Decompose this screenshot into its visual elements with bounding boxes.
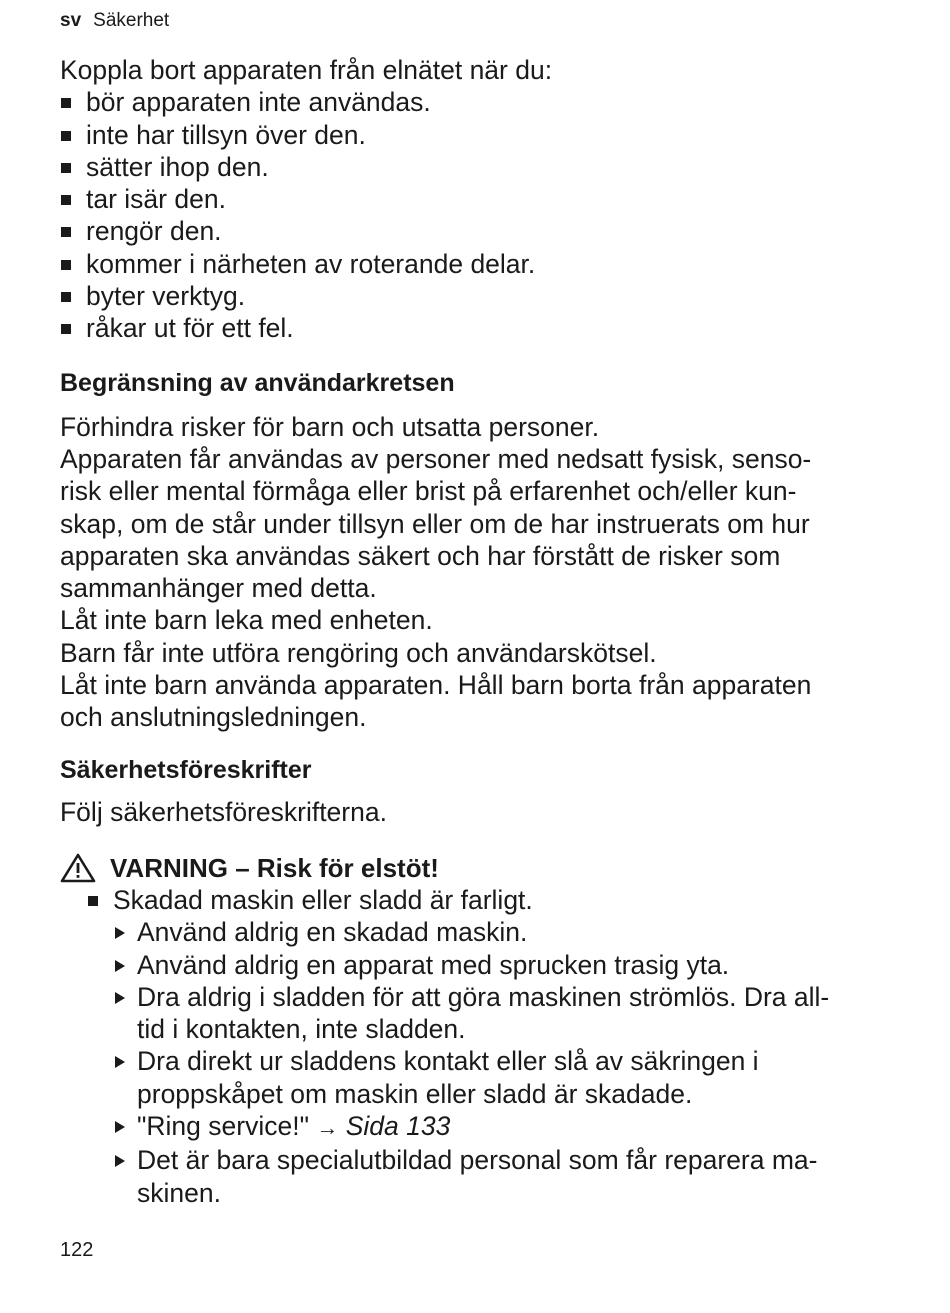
triangle-bullet-icon — [115, 1056, 125, 1068]
service-text: "Ring service!" — [137, 1111, 309, 1142]
action-list — [87, 916, 880, 1209]
hazard-list — [87, 884, 880, 916]
text-line: Låt inte barn använda apparaten. Håll barn borta från apparaten — [60, 670, 812, 701]
triangle-bullet-icon — [115, 927, 125, 939]
warning-title-text: VARNING – Risk för elstöt! — [110, 852, 439, 883]
text-line: skap, om de står under tillsyn eller om de har instruerats om hur — [60, 508, 810, 539]
square-bullet-icon — [61, 292, 71, 302]
language-code: sv — [60, 10, 82, 31]
action-item: Dra direkt ur sladdens kontakt eller slå av säkringen i proppskåpet om maskin eller sladd är skadade. — [113, 1045, 880, 1110]
square-bullet-icon — [61, 195, 71, 205]
square-bullet-icon — [61, 131, 71, 141]
page-content — [60, 54, 880, 1209]
text-line: Låt inte barn leka med enheten. — [60, 605, 433, 636]
square-bullet-icon — [61, 163, 71, 173]
list-item: inte har tillsyn över den. — [60, 119, 880, 151]
safety-heading: Säkerhetsföreskrifter — [60, 755, 312, 784]
action-item: Det är bara specialutbildad personal som får reparera ma- skinen. — [113, 1144, 880, 1209]
disconnect-intro: Koppla bort apparaten från elnätet när du: — [60, 55, 553, 85]
triangle-bullet-icon — [115, 1155, 125, 1167]
hazard-item: Skadad maskin eller sladd är farligt. — [87, 884, 880, 916]
square-bullet-icon — [61, 227, 71, 237]
warning-block — [60, 884, 880, 1209]
square-bullet-icon — [61, 98, 71, 108]
text-line: Apparaten får användas av personer med nedsatt fysisk, senso- — [60, 443, 812, 474]
warning-triangle-icon — [60, 853, 96, 883]
running-header — [60, 9, 169, 33]
page-reference-link[interactable]: Sida 133 — [345, 1111, 451, 1142]
action-item: Använd aldrig en apparat med sprucken trasig yta. — [113, 949, 880, 981]
users-paragraph — [60, 411, 880, 734]
action-item — [113, 1110, 880, 1144]
text-line: och anslutningsledningen. — [60, 702, 367, 733]
list-item: byter verktyg. — [60, 280, 880, 312]
disconnect-list — [60, 86, 880, 344]
list-item: bör apparaten inte användas. — [60, 86, 880, 118]
action-item: Dra aldrig i sladden för att göra maskinen strömlös. Dra all- tid i kontakten, inte sladden. — [113, 981, 880, 1046]
safety-text: Följ säkerhetsföreskrifterna. — [60, 796, 387, 827]
list-item: råkar ut för ett fel. — [60, 312, 880, 344]
warning-title — [60, 852, 880, 884]
text-line: Barn får inte utföra rengöring och användarskötsel. — [60, 637, 657, 668]
reference-arrow-icon: → — [316, 1115, 339, 1141]
list-item: rengör den. — [60, 215, 880, 247]
triangle-bullet-icon — [115, 992, 125, 1004]
list-item: kommer i närheten av roterande delar. — [60, 248, 880, 280]
square-bullet-icon — [61, 324, 71, 334]
text-line: apparaten ska användas säkert och har förstått de risker som — [60, 540, 781, 571]
page-number: 122 — [60, 1239, 94, 1261]
text-line: sammanhänger med detta. — [60, 573, 377, 604]
triangle-bullet-icon — [115, 1121, 125, 1133]
square-bullet-icon — [88, 896, 98, 906]
list-item: tar isär den. — [60, 183, 880, 215]
square-bullet-icon — [61, 260, 71, 270]
list-item: sätter ihop den. — [60, 151, 880, 183]
action-item: Använd aldrig en skadad maskin. — [113, 916, 880, 948]
section-title: Säkerhet — [93, 10, 170, 31]
triangle-bullet-icon — [115, 960, 125, 972]
text-line: Förhindra risker för barn och utsatta personer. — [60, 411, 600, 442]
users-heading: Begränsning av användarkretsen — [60, 368, 455, 397]
text-line: risk eller mental förmåga eller brist på erfarenhet och/eller kun- — [60, 476, 797, 507]
